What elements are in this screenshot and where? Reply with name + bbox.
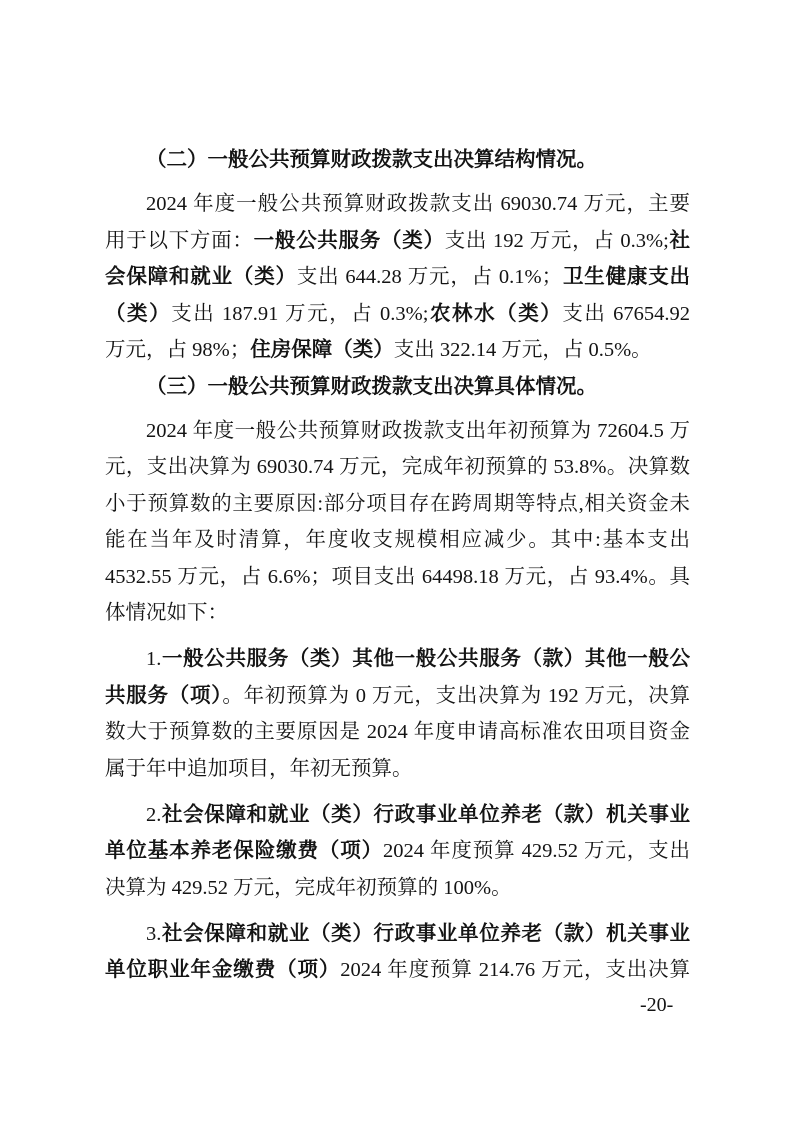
text-line bbox=[105, 259, 690, 296]
bold-category: 共服务（项） bbox=[105, 684, 223, 707]
text-segment: 属于年中追加项目，年初无预算。 bbox=[105, 757, 413, 780]
text-segment: 支出 644.28 万元，占 0.1%； bbox=[296, 266, 563, 288]
bold-category: 社 bbox=[668, 229, 690, 252]
item-number: 2. bbox=[146, 803, 162, 826]
bold-category: 一般公共服务（类）其他一般公共服务（款）其他一般公 bbox=[161, 648, 690, 670]
bold-category: （类） bbox=[105, 302, 172, 325]
section-heading-detail: （三）一般公共预算财政拨款支出决算具体情况。 bbox=[146, 375, 597, 398]
text-segment: 支出 322.14 万元，占 0.5%。 bbox=[393, 339, 652, 361]
list-item bbox=[105, 641, 690, 787]
text-segment: 支出 192 万元，占 0.3%; bbox=[444, 229, 669, 252]
bold-category: 单位职业年金缴费（项） bbox=[105, 959, 341, 981]
text-segment: 支出 187.91 万元，占 0.3%; bbox=[171, 302, 429, 325]
text-segment: 决算为 429.52 万元，完成年初预算的 100%。 bbox=[105, 876, 512, 899]
list-item bbox=[105, 797, 690, 907]
bold-category: 一般公共服务（类） bbox=[253, 229, 445, 252]
bold-category: 卫生健康支出 bbox=[562, 266, 690, 288]
text-segment: 2024 年度预算 214.76 万元，支出决算 bbox=[340, 959, 690, 981]
bold-category: 社会保障和就业（类）行政事业单位养老（款）机关事业 bbox=[161, 803, 690, 826]
text-line bbox=[105, 952, 690, 989]
bold-category: 单位基本养老保险缴费（项） bbox=[105, 840, 384, 862]
text-line bbox=[105, 797, 690, 834]
text-line: 体情况如下： bbox=[105, 602, 228, 624]
text-segment: 用于以下方面： bbox=[105, 229, 254, 252]
item-number: 3. bbox=[146, 922, 162, 945]
bold-category: 会保障和就业（类） bbox=[105, 266, 297, 288]
text-line bbox=[105, 186, 690, 223]
text-line bbox=[105, 223, 690, 260]
text-line bbox=[105, 916, 690, 953]
text-segment: 。年初预算为 0 万元，支出决算为 192 万元，决算 bbox=[222, 684, 690, 707]
document-body bbox=[105, 142, 690, 989]
bold-category: 社会保障和就业（类）行政事业单位养老（款）机关事业 bbox=[161, 922, 690, 945]
text-line: 4532.55 万元，占 6.6%；项目支出 64498.18 万元，占 93.4%。具 bbox=[105, 565, 690, 588]
text-line bbox=[105, 332, 690, 369]
item-number: 1. bbox=[146, 648, 162, 670]
text-line: 能在当年及时清算，年度收支规模相应减少。其中:基本支出 bbox=[105, 529, 690, 551]
list-item bbox=[105, 916, 690, 989]
text-line bbox=[105, 751, 690, 788]
text-segment: 2024 年度预算 429.52 万元，支出 bbox=[383, 840, 690, 862]
text-line: 2024 年度一般公共预算财政拨款支出年初预算为 72604.5 万 bbox=[146, 419, 690, 442]
text-segment: 2024 年度一般公共预算财政拨款支出 69030.74 万元，主要 bbox=[146, 193, 690, 215]
paragraph-structure bbox=[105, 186, 690, 369]
page-number: -20- bbox=[640, 994, 674, 1016]
text-line bbox=[105, 641, 690, 678]
text-line bbox=[105, 833, 690, 870]
text-segment: 数大于预算数的主要原因是 2024 年度申请高标准农田项目资金 bbox=[105, 721, 690, 743]
bold-category: 农林水（类） bbox=[428, 302, 563, 325]
text-line bbox=[105, 870, 690, 907]
paragraph-detail bbox=[105, 413, 690, 632]
text-line: 元，支出决算为 69030.74 万元，完成年初预算的 53.8%。决算数 bbox=[105, 456, 690, 478]
text-line: 小于预算数的主要原因:部分项目存在跨周期等特点,相关资金未 bbox=[105, 492, 690, 515]
text-line bbox=[105, 678, 690, 715]
text-line bbox=[105, 714, 690, 751]
text-segment: 万元，占 98%； bbox=[105, 339, 251, 361]
text-line bbox=[105, 296, 690, 333]
bold-category: 住房保障（类） bbox=[250, 339, 394, 361]
section-heading-structure: （二）一般公共预算财政拨款支出决算结构情况。 bbox=[146, 149, 597, 171]
text-segment: 支出 67654.92 bbox=[562, 302, 690, 325]
